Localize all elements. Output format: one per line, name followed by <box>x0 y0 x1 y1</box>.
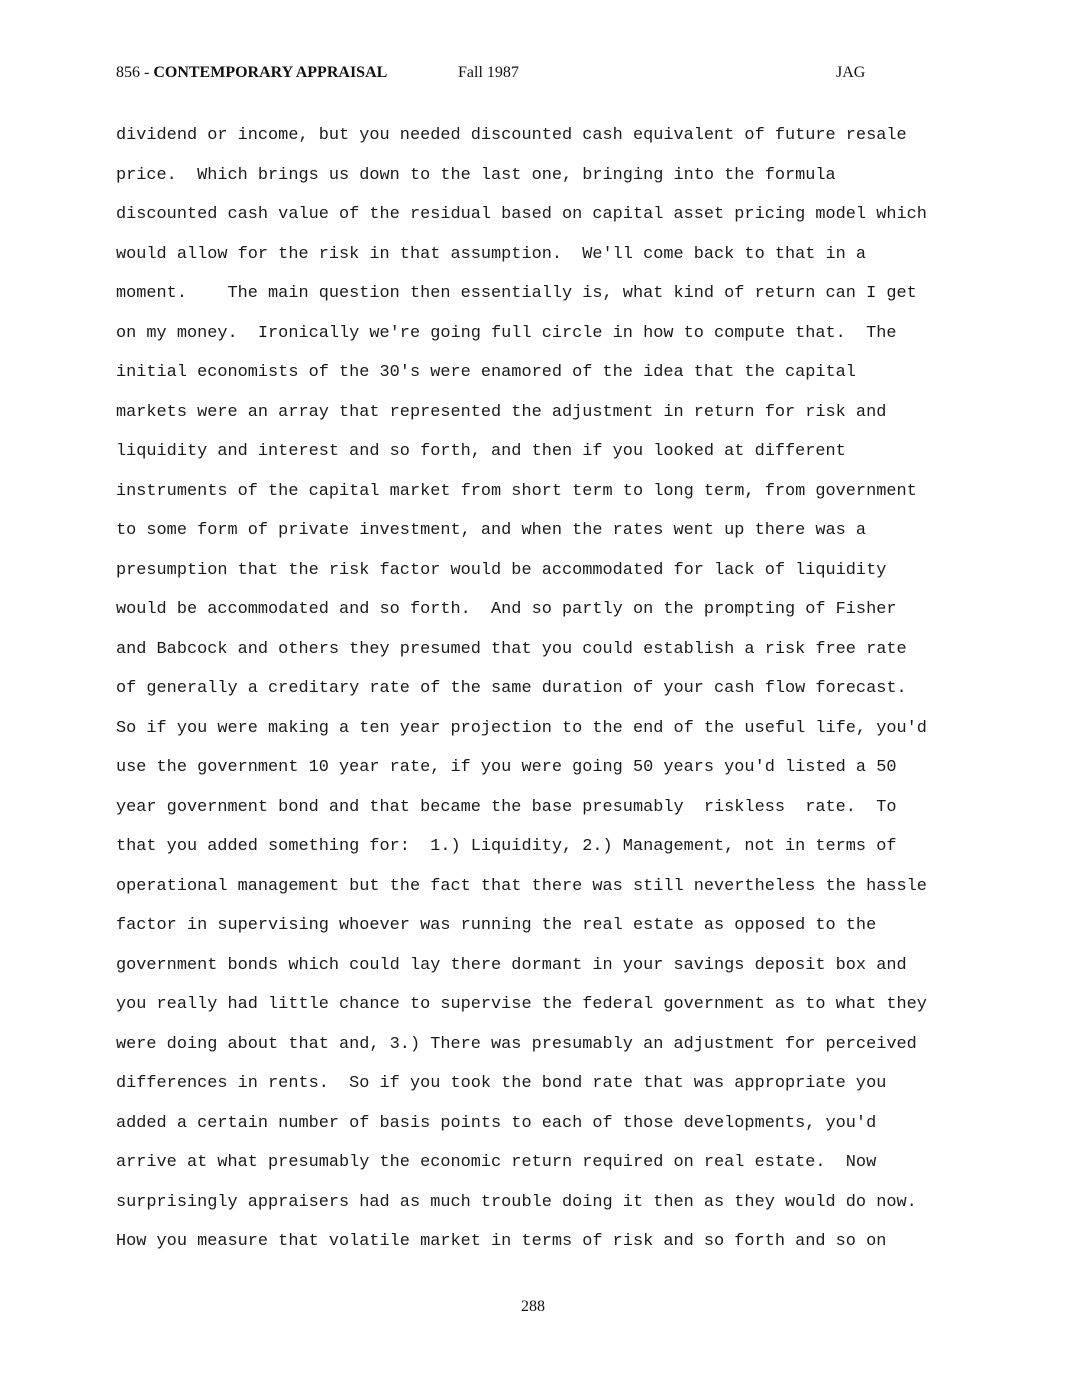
text-line: initial economists of the 30's were enamored of the idea that the capital <box>116 363 856 382</box>
text-line: were doing about that and, 3.) There was presumably an adjustment for perceived <box>116 1034 917 1054</box>
text-line: So if you were making a ten year projection to the end of the useful life, you'd <box>116 718 927 738</box>
author-initials: JAG <box>836 64 866 81</box>
text-line: that you added something for: 1.) Liquidity, 2.) Management, not in terms of <box>116 837 897 856</box>
text-line: moment. The main question then essentially is, what kind of return can I get <box>116 284 917 303</box>
text-line: differences in rents. So if you took the bond rate that was appropriate you <box>116 1074 887 1093</box>
text-line: of generally a creditary rate of the same duration of your cash flow forecast. <box>116 679 907 698</box>
text-line: operational management but the fact that there was still nevertheless the hassle <box>116 876 927 896</box>
text-line: liquidity and interest and so forth, and then if you looked at different <box>116 442 846 461</box>
page-number: 288 <box>521 1298 545 1315</box>
text-line: factor in supervising whoever was running the real estate as opposed to the <box>116 916 877 935</box>
text-line: added a certain number of basis points to each of those developments, you'd <box>116 1113 877 1133</box>
text-line: would allow for the risk in that assumption. We'll come back to that in a <box>116 244 867 264</box>
text-line: dividend or income, but you needed discounted cash equivalent of future resale <box>116 126 907 145</box>
text-line: to some form of private investment, and when the rates went up there was a <box>116 521 867 540</box>
text-line: use the government 10 year rate, if you were going 50 years you'd listed a 50 <box>116 758 897 777</box>
text-line: and Babcock and others they presumed that you could establish a risk free rate <box>116 639 907 659</box>
text-line: How you measure that volatile market in terms of risk and so forth and so on <box>116 1232 887 1251</box>
text-line: government bonds which could lay there dormant in your savings deposit box and <box>116 955 907 975</box>
text-line: surprisingly appraisers had as much trouble doing it then as they would do now. <box>116 1192 917 1212</box>
text-line: you really had little chance to supervise the federal government as to what they <box>116 995 927 1014</box>
text-line: arrive at what presumably the economic return required on real estate. Now <box>116 1153 877 1172</box>
transcript-body <box>116 116 996 1262</box>
text-line: instruments of the capital market from short term to long term, from government <box>116 481 917 501</box>
course-title: CONTEMPORARY APPRAISAL <box>153 64 388 81</box>
text-line: markets were an array that represented the adjustment in return for risk and <box>116 402 887 422</box>
text-line: year government bond and that became the base presumably riskless rate. To <box>116 797 897 817</box>
course-heading <box>116 60 387 86</box>
page-header <box>0 60 1066 86</box>
term-label: Fall 1987 <box>458 64 519 81</box>
course-number: 856 - <box>116 64 154 81</box>
text-line: discounted cash value of the residual based on capital asset pricing model which <box>116 205 927 224</box>
text-line: on my money. Ironically we're going full circle in how to compute that. The <box>116 323 897 343</box>
text-line: presumption that the risk factor would be accommodated for lack of liquidity <box>116 560 887 580</box>
text-line: price. Which brings us down to the last one, bringing into the formula <box>116 165 836 185</box>
text-line: would be accommodated and so forth. And so partly on the prompting of Fisher <box>116 600 897 619</box>
